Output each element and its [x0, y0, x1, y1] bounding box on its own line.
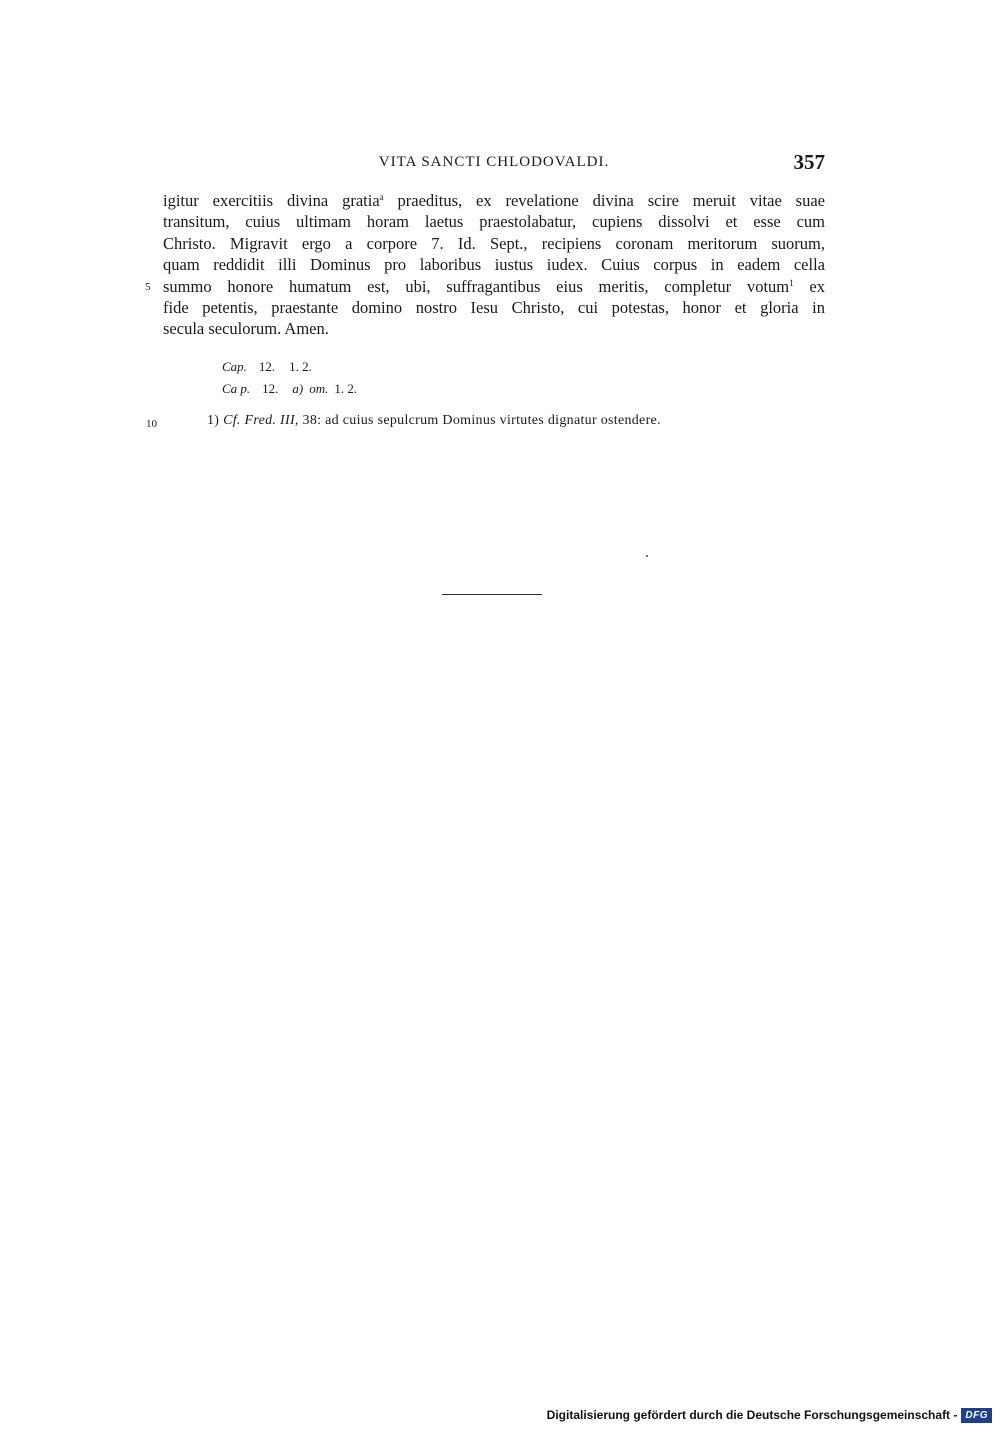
dfg-credit: [547, 1406, 992, 1424]
text-line: transitum, cuius ultimam horam laetus praestolabatur, cupiens dissolvi et esse cum: [163, 212, 825, 232]
page-number: 357: [793, 150, 825, 174]
scan-speck: [646, 555, 648, 557]
text-line: fide petentis, praestante domino nostro Iesu Christo, cui potestas, honor et gloria in: [163, 297, 825, 317]
text-line: summo honore humatum est, ubi, suffragantibus eius meritis, completur votum$^1$ ex: [163, 276, 825, 296]
apparatus-row: Cap. 12. 1. 2.: [222, 359, 312, 374]
text-line: secula seculorum. Amen.: [163, 319, 329, 339]
footnote-marker-1: 1: [789, 277, 794, 288]
text-line: quam reddidit illi Dominus pro laboribus iustus iudex. Cuius corpus in eadem cella: [163, 255, 825, 275]
credit-text: Digitalisierung gefördert durch die Deutsche Forschungsgemeinschaft -: [546, 1408, 958, 1422]
dfg-logo-icon: DFG: [961, 1408, 992, 1423]
running-head: [163, 150, 825, 174]
line-number-5: 5: [145, 281, 151, 293]
critical-apparatus: [222, 356, 357, 400]
text-line: Christo. Migravit ergo a corpore 7. Id. Sept., recipiens coronam meritorum suorum,: [163, 233, 825, 253]
body-text: [163, 190, 825, 340]
text-line: igitur exercitiis divina gratia$^a$ praeditus, ex revelatione divina scire meruit vitae suae: [163, 191, 825, 210]
running-title: VITA SANCTI CHLODOVALDI.: [378, 154, 610, 170]
line-number-10: 10: [146, 418, 157, 430]
note-marker-a: a: [379, 192, 384, 202]
end-rule: [442, 594, 542, 595]
apparatus-row: Ca p. 12. a) om. 1. 2.: [222, 381, 358, 396]
footnote: 1) Cf. Fred. III, 38: ad cuius sepulcrum Dominus virtutes dignatur ostendere.: [207, 413, 661, 428]
